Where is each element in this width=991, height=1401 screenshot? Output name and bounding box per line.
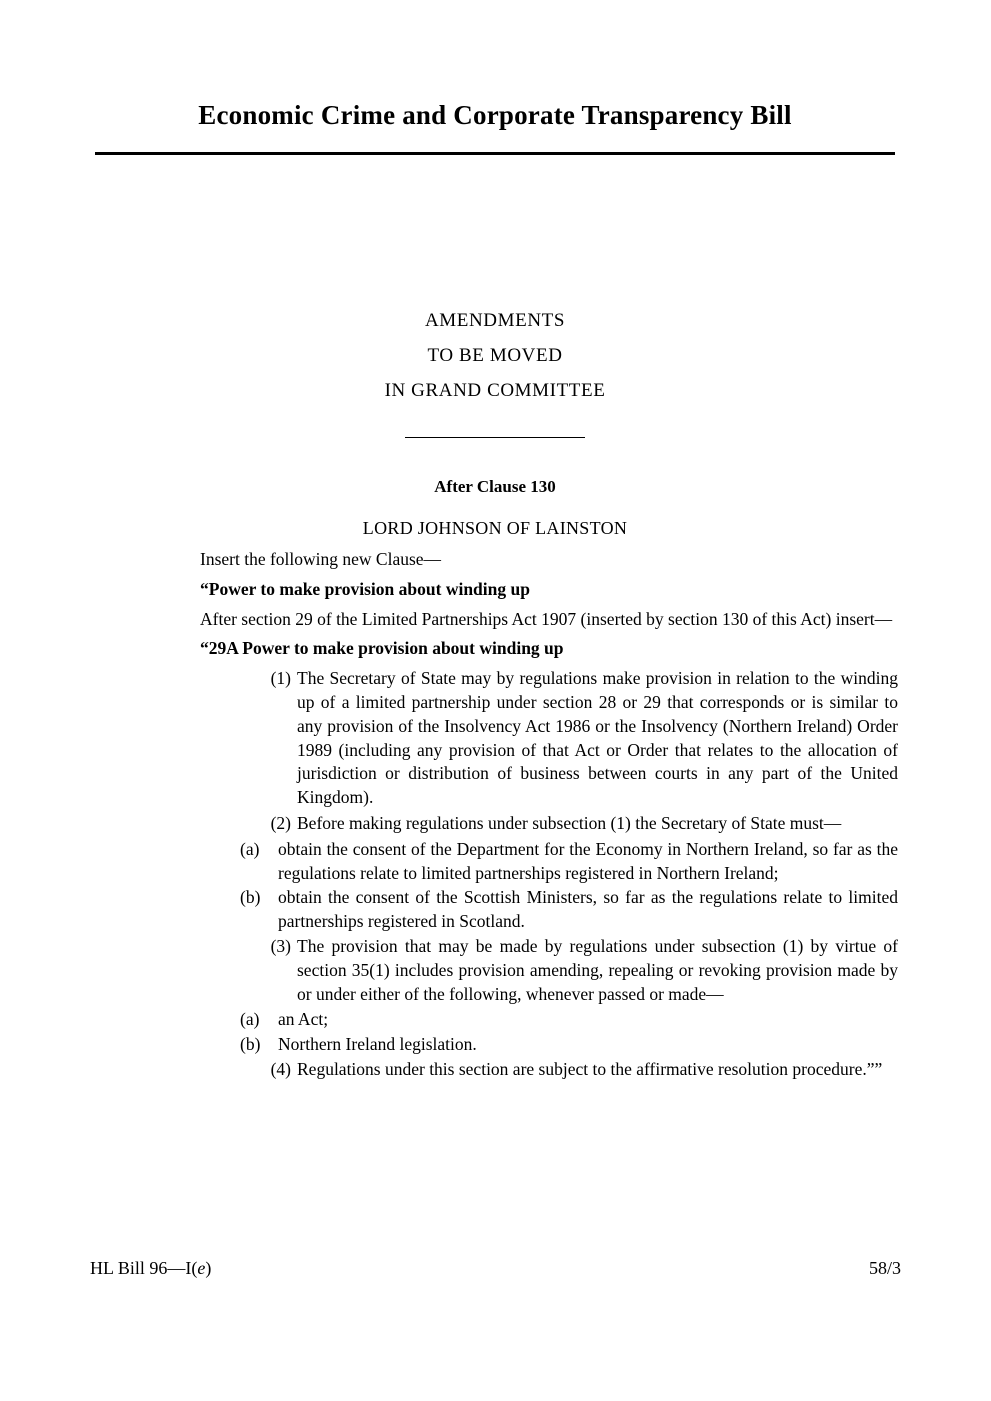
lead-in-text: After section 29 of the Limited Partnerships Act 1907 (inserted by section 130 of this Act) insert— [200, 608, 893, 629]
subsection-number: (4) [270, 1058, 291, 1079]
subsection-number: (3) [270, 935, 291, 956]
paragraph-text: obtain the consent of the Scottish Ministers, so far as the regulations relate to limited partnerships registered in Scotland. [278, 887, 898, 932]
subsection-1 [257, 667, 898, 810]
subsection-number: (2) [270, 812, 291, 833]
paragraph-text: obtain the consent of the Department for the Economy in Northern Ireland, so far as the regulations relate to limited partnerships registered in Northern Ireland; [278, 838, 898, 883]
subsection-2-paragraph-b [240, 886, 898, 934]
subsection-4 [257, 1058, 898, 1082]
amendment-body [200, 548, 898, 1084]
footer-bill-reference-prefix: HL Bill 96—I( [90, 1258, 198, 1278]
paragraph-number: (b) [240, 1034, 261, 1055]
paragraph-text: Northern Ireland legislation. [278, 1034, 477, 1055]
page-title: Economic Crime and Corporate Transparency Bill [198, 100, 792, 130]
subsection-number: (1) [270, 668, 291, 689]
footer-bill-reference [90, 1258, 211, 1279]
member-name: LORD JOHNSON OF LAINSTON [362, 518, 628, 538]
subsection-2 [257, 812, 898, 836]
paragraph-number: (a) [240, 838, 260, 859]
subsection-2-paragraph-a [240, 838, 898, 886]
insert-instruction: Insert the following new Clause— [200, 549, 442, 569]
section-divider [405, 437, 585, 438]
subsection-3-paragraph-b [240, 1033, 898, 1057]
heading-line-amendments: AMENDMENTS [424, 310, 566, 331]
subsection-text: Regulations under this section are subject to the affirmative resolution procedure.”” [297, 1058, 883, 1079]
paragraph-text: an Act; [278, 1009, 329, 1030]
title-divider [95, 152, 895, 155]
paragraph-number: (a) [240, 1009, 260, 1030]
footer-bill-reference-italic: e [197, 1258, 206, 1278]
footer-page-number: 58/3 [868, 1258, 901, 1278]
inserted-section-heading: “29A Power to make provision about winding up [200, 638, 564, 659]
heading-block [95, 303, 895, 408]
heading-line-to-be-moved: TO BE MOVED [427, 345, 563, 366]
new-clause-title: “Power to make provision about winding up [200, 578, 530, 599]
subsection-text: Before making regulations under subsection (1) the Secretary of State must— [297, 812, 842, 833]
paragraph-number: (b) [240, 887, 261, 908]
subsection-text: The Secretary of State may by regulations make provision in relation to the winding up of a limited partnership under section 28 or 29 that corresponds or is similar to any provision of the Insolvency Act 1986 or the Insolvency (Northern Ireland) Order 1989 (including any provision of that Act or Order that relates to the allocation of jurisdiction or distribution of business between courts in any part of the United Kingdom). [297, 668, 898, 808]
subsection-3-paragraph-a [240, 1008, 898, 1032]
after-clause-heading: After Clause 130 [434, 477, 556, 496]
footer-bill-reference-suffix: ) [205, 1258, 212, 1278]
heading-line-in-grand-committee: IN GRAND COMMITTEE [384, 380, 606, 401]
subsection-3 [257, 935, 898, 1006]
subsection-text: The provision that may be made by regulations under subsection (1) by virtue of section 35(1) includes provision amending, repealing or revoking provision made by or under either of the following, whenever passed or made— [297, 935, 898, 1004]
